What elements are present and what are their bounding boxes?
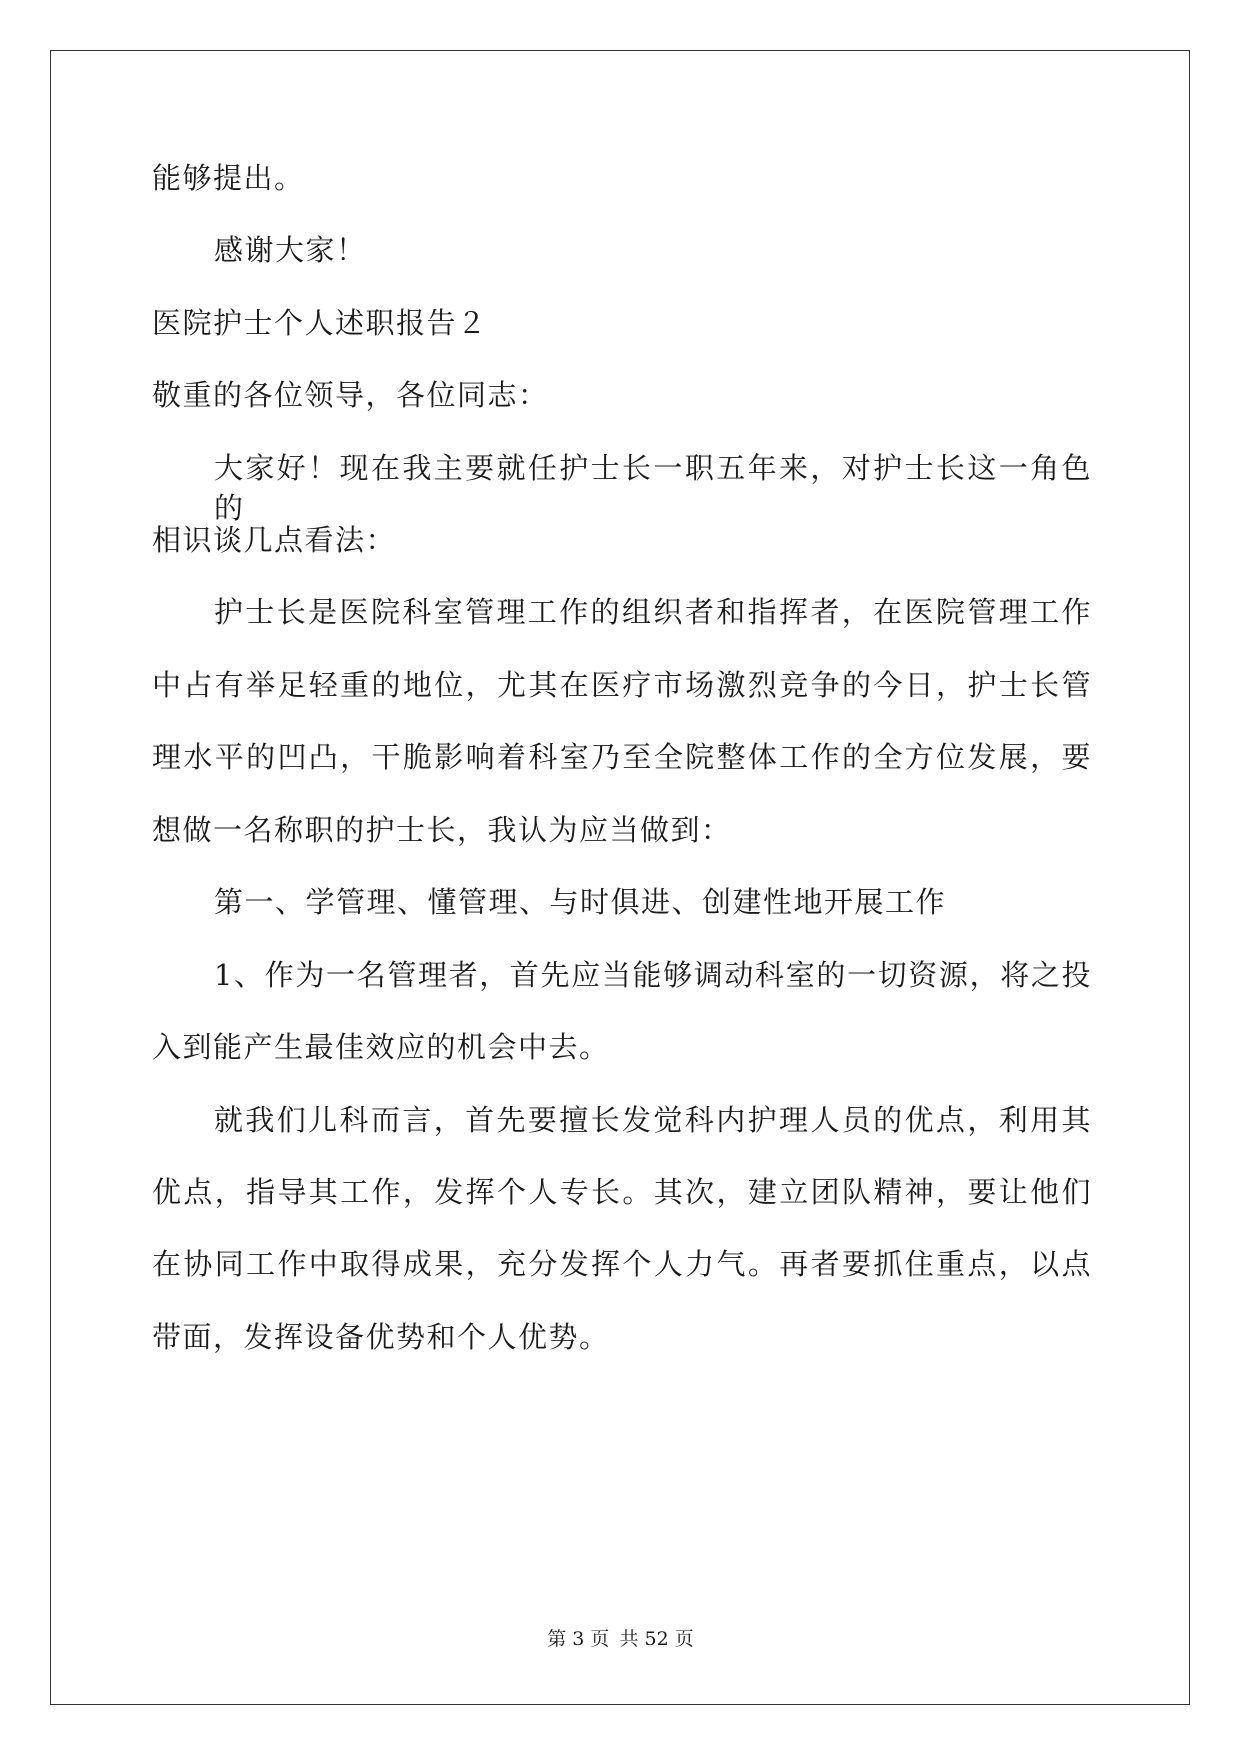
- text-line: 感谢大家！: [214, 233, 367, 267]
- text-line: 大家好！现在我主要就任护士长一职五年来，对护士长这一角色的: [214, 451, 1092, 525]
- text-line: 中占有举足轻重的地位，尤其在医疗市场激烈竞争的今日，护士长管: [152, 668, 1092, 702]
- text-line: 第一、学管理、懂管理、与时俱进、创建性地开展工作: [214, 885, 947, 919]
- text-line: 在协同工作中取得成果，充分发挥个人力气。再者要抓住重点，以点: [152, 1247, 1092, 1281]
- text-line: 想做一名称职的护士长，我认为应当做到：: [152, 813, 732, 847]
- page-total: 共 52 页: [619, 1628, 694, 1650]
- text-line: 优点，指导其工作，发挥个人专长。其次，建立团队精神，要让他们: [152, 1175, 1092, 1209]
- text-line: 1、作为一名管理者，首先应当能够调动科室的一切资源，将之投: [214, 958, 1092, 992]
- section-heading: 医院护士个人述职报告２: [152, 306, 488, 340]
- page-border: [50, 50, 1190, 1705]
- text-line: 能够提出。: [152, 161, 305, 195]
- text-line: 带面，发挥设备优势和个人优势。: [152, 1320, 610, 1354]
- salutation: 敬重的各位领导，各位同志：: [152, 378, 549, 412]
- text-line: 就我们儿科而言，首先要擅长发觉科内护理人员的优点，利用其: [214, 1103, 1092, 1137]
- text-line: 理水平的凹凸，干脆影响着科室乃至全院整体工作的全方位发展，要: [152, 740, 1092, 774]
- text-line: 入到能产生最佳效应的机会中去。: [152, 1030, 610, 1064]
- page-number: 第 3 页: [547, 1628, 610, 1650]
- text-line: 护士长是医院科室管理工作的组织者和指挥者，在医院管理工作: [214, 595, 1092, 629]
- text-line: 相识谈几点看法：: [152, 523, 397, 557]
- page-footer: [0, 1627, 1241, 1651]
